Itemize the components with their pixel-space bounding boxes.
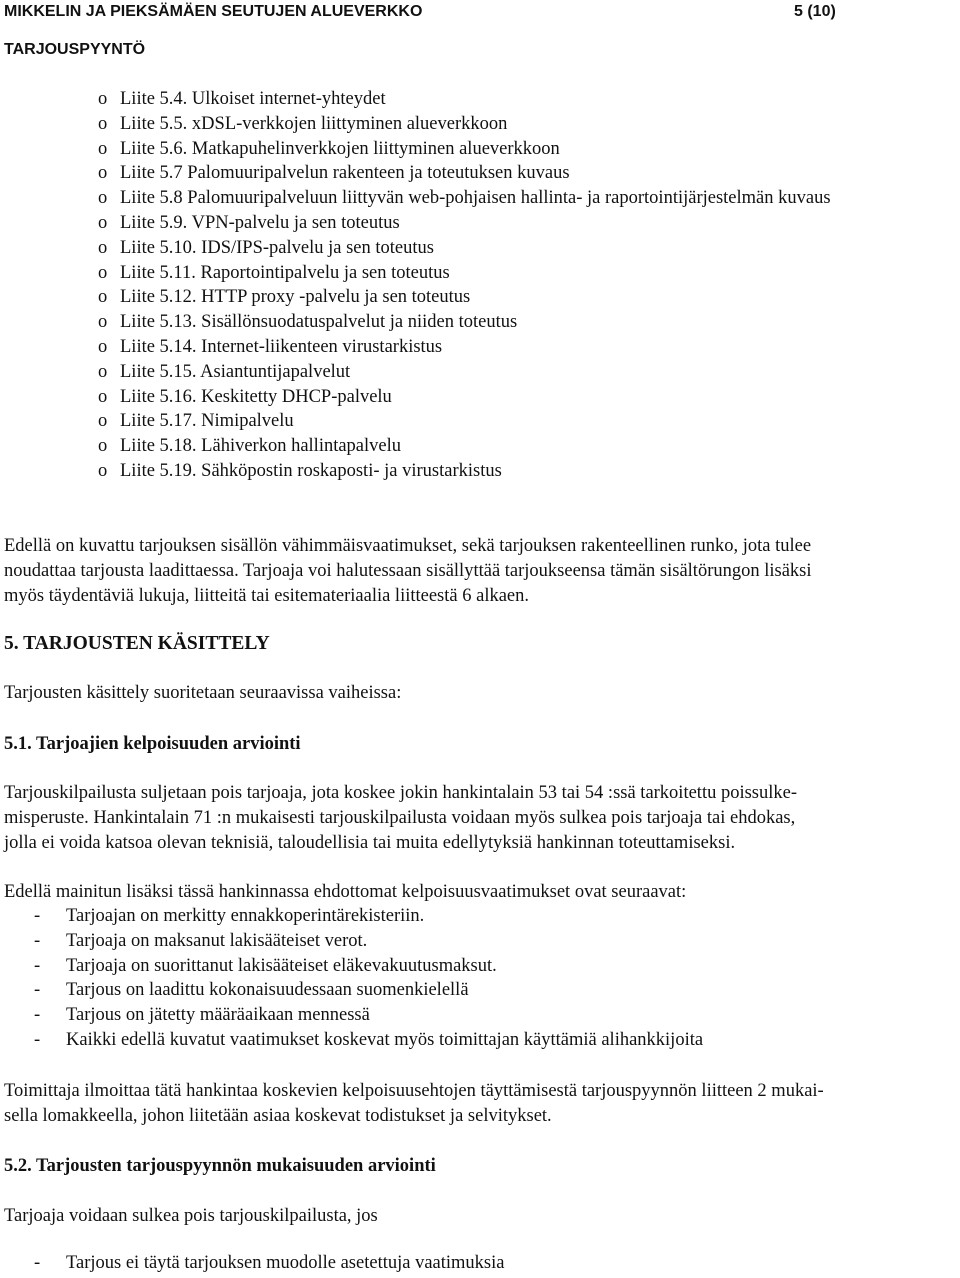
bullet: o [98,312,108,333]
paragraph-line: Toimittaja ilmoittaa tätä hankintaa koskevien kelpoisuusehtojen täyttämisestä tarjouspyynnön liitteen 2 mukai- [4,1081,824,1101]
list-item [98,360,831,385]
list-item-text: Liite 5.11. Raportointipalvelu ja sen toteutus [120,262,450,283]
list-item-text: Tarjous on laadittu kokonaisuudessaan suomenkielellä [66,980,469,1001]
section-5-1-heading: 5.1. Tarjoajien kelpoisuuden arviointi [4,734,301,754]
list-item-text: Liite 5.15. Asiantuntijapalvelut [120,361,351,382]
dash-marker: - [34,1029,41,1050]
list-item-text: Liite 5.8 Palomuuripalveluun liittyvän web-pohjaisen hallinta- ja raportointijärjestelmän kuvaus [120,188,831,209]
bullet: o [98,138,108,159]
list-item [98,211,831,236]
bullet: o [98,460,108,481]
paragraph-line: jolla ei voida katsoa olevan teknisiä, taloudellisia tai muita edellytyksiä hankinnan toteuttamiseksi. [4,832,736,853]
section-5-heading: 5. TARJOUSTEN KÄSITTELY [4,633,270,654]
list-item-text: Liite 5.12. HTTP proxy -palvelu ja sen toteutus [120,287,471,308]
bullet: o [98,113,108,134]
list-item-text: Liite 5.13. Sisällönsuodatuspalvelut ja niiden toteutus [120,312,518,333]
requirements-list [4,904,703,1053]
list-item-text: Liite 5.16. Keskitetty DHCP-palvelu [120,386,392,407]
bullet: o [98,287,108,308]
list-item [98,459,831,484]
paragraph-line: noudattaa tarjousta laadittaessa. Tarjoaja voi halutessaan sisällyttää tarjoukseensa tämän sisältörungon lisäksi [4,560,812,581]
list-item [98,161,831,186]
list-item-text: Liite 5.7 Palomuuripalvelun rakenteen ja toteutuksen kuvaus [120,163,570,184]
paragraph-line: Edellä on kuvattu tarjouksen sisällön vähimmäisvaatimukset, sekä tarjouksen rakenteellinen runko, jota tulee [4,536,812,556]
bullet: o [98,237,108,258]
list-item [98,285,831,310]
list-item [4,904,703,929]
list-item [98,409,831,434]
paragraph-line: sella lomakkeella, johon liitetään asiaa koskevat todistukset ja selvitykset. [4,1105,552,1126]
list-item-text: Liite 5.17. Nimipalvelu [120,411,294,432]
bullet: o [98,411,108,432]
dash-marker: - [34,1253,41,1273]
list-item [98,385,831,410]
list-item-text: Liite 5.14. Internet-liikenteen virustarkistus [120,336,443,357]
list-item-text: Liite 5.4. Ulkoiset internet-yhteydet [120,89,386,109]
dash-marker: - [34,955,41,976]
bullet: o [98,361,108,382]
bullet: o [98,89,108,109]
section-5-2-heading: 5.2. Tarjousten tarjouspyynnön mukaisuuden arviointi [4,1156,436,1176]
list-item-text: Liite 5.6. Matkapuhelinverkkojen liittyminen alueverkkoon [120,138,560,159]
document-header-title: MIKKELIN JA PIEKSÄMÄEN SEUTUJEN ALUEVERKKO [4,3,423,20]
list-item [98,261,831,286]
list-item [4,1028,703,1053]
page-number: 5 (10) [794,3,836,20]
list-item-text: Tarjoaja on maksanut lakisääteiset verot. [66,930,368,951]
list-item-text: Liite 5.19. Sähköpostin roskaposti- ja virustarkistus [120,460,502,481]
list-item [98,186,831,211]
list-item-text: Liite 5.10. IDS/IPS-palvelu ja sen toteutus [120,237,434,258]
list-item [98,310,831,335]
bullet: o [98,188,108,209]
list-item-text: Liite 5.9. VPN-palvelu ja sen toteutus [120,212,400,233]
bullet: o [98,212,108,233]
list-item-text: Kaikki edellä kuvatut vaatimukset koskevat myös toimittajan käyttämiä alihankkijoita [66,1029,704,1050]
bullet: o [98,436,108,457]
section-5-1-closing-paragraph [4,1079,958,1129]
dash-marker: - [34,980,41,1001]
dash-marker: - [34,930,41,951]
list-item [98,434,831,459]
list-item-text: Tarjoajan on merkitty ennakkoperintärekisteriin. [66,906,425,926]
paragraph-line: myös täydentäviä lukuja, liitteitä tai esitemateriaalia liitteestä 6 alkaen. [4,585,530,606]
list-item-text: Liite 5.5. xDSL-verkkojen liittyminen alueverkkoon [120,113,508,134]
document-type: TARJOUSPYYNTÖ [4,41,146,58]
dash-marker: - [34,906,41,926]
bullet: o [98,163,108,184]
list-item [4,929,703,954]
bullet: o [98,262,108,283]
list-item-text: Tarjoaja on suorittanut lakisääteiset eläkevakuutusmaksut. [66,955,497,976]
appendix-list [98,87,831,484]
list-item [4,1251,504,1276]
bullet: o [98,336,108,357]
paragraph-line: misperuste. Hankintalain 71 :n mukaisesti tarjouskilpailusta voidaan myös sulkea pois tarjoaja tai ehdokas, [4,807,796,828]
section-5-1-paragraph [4,781,958,855]
section-5-2-intro: Tarjoaja voidaan sulkea pois tarjouskilpailusta, jos [4,1206,378,1226]
dash-marker: - [34,1005,41,1026]
list-item [98,112,831,137]
list-item [98,87,831,112]
requirements-intro: Edellä mainitun lisäksi tässä hankinnassa ehdottomat kelpoisuusvaatimukset ovat seuraavat: [4,882,687,902]
paragraph-line: Tarjouskilpailusta suljetaan pois tarjoaja, jota koskee jokin hankintalain 53 tai 54 :ssä tarkoitettu poissulke- [4,783,798,803]
list-item [98,335,831,360]
list-item-text: Tarjous ei täytä tarjouksen muodolle asetettuja vaatimuksia [66,1253,505,1273]
list-item [4,1003,703,1028]
exclusion-list [4,1251,504,1276]
list-item [4,978,703,1003]
section-5-intro: Tarjousten käsittely suoritetaan seuraavissa vaiheissa: [4,683,402,703]
list-item-text: Tarjous on jätetty määräaikaan mennessä [66,1005,370,1026]
list-item-text: Liite 5.18. Lähiverkon hallintapalvelu [120,436,402,457]
bullet: o [98,386,108,407]
list-item [98,137,831,162]
intro-paragraph [4,534,958,608]
list-item [98,236,831,261]
list-item [4,954,703,979]
